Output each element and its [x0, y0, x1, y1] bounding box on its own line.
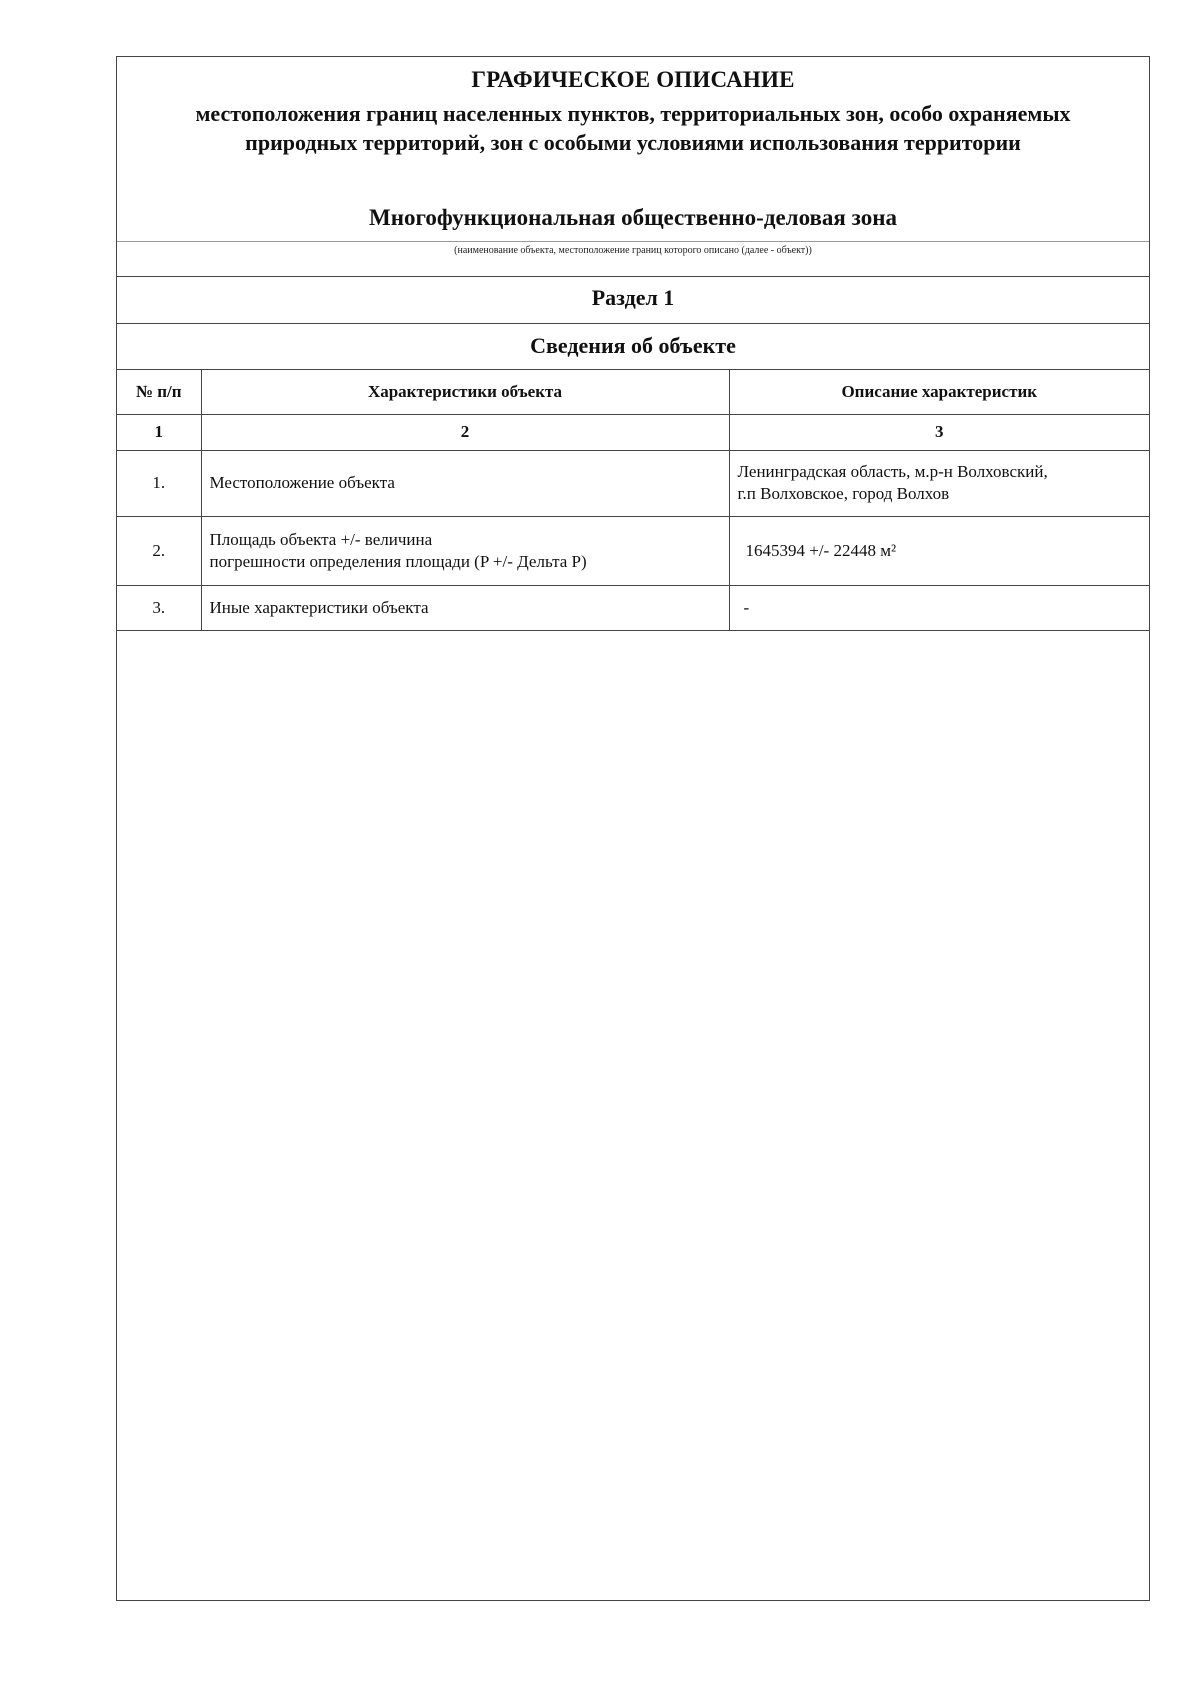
row-characteristic: Местоположение объекта [201, 450, 729, 516]
row-characteristic [201, 516, 729, 585]
row-description [729, 450, 1149, 516]
row-description: - [729, 585, 1149, 630]
row-description: 1645394 +/- 22448 м² [729, 516, 1149, 585]
zone-caption: (наименование объекта, местоположение границ которого описано (далее - объект)) [454, 245, 812, 256]
divider-line [117, 323, 1149, 324]
column-header-number: № п/п [117, 370, 201, 414]
table-row [117, 516, 1149, 585]
document-title: ГРАФИЧЕСКОЕ ОПИСАНИЕ [471, 67, 795, 92]
table-header-row [117, 370, 1149, 414]
row-number: 2. [117, 516, 201, 585]
zone-underline [117, 241, 1149, 242]
row-description-line: Ленинградская область, м.р-н Волховский, [737, 462, 1048, 481]
row-characteristic-line: Площадь объекта +/- величина [209, 529, 433, 549]
column-header-description: Описание характеристик [729, 370, 1149, 414]
row-number: 3. [117, 585, 201, 630]
section-label: Раздел 1 [591, 285, 675, 310]
column-number: 2 [201, 414, 729, 450]
object-info-table [117, 370, 1149, 631]
column-number: 1 [117, 414, 201, 450]
table-column-number-row [117, 414, 1149, 450]
row-number: 1. [117, 450, 201, 516]
row-characteristic: Иные характеристики объекта [201, 585, 729, 630]
table-row [117, 585, 1149, 630]
row-description-line: г.п Волховское, город Волхов [737, 484, 950, 503]
section-heading: Сведения об объекте [530, 333, 736, 358]
divider-line [117, 276, 1149, 277]
zone-name: Многофункциональная общественно-деловая зона [368, 205, 897, 230]
column-number: 3 [729, 414, 1149, 450]
document-header [117, 57, 1149, 256]
document-subtitle: местоположения границ населенных пунктов, территориальных зон, особо охраняемых природных территорий, зон с особыми условиями использования территории [195, 101, 1071, 155]
column-header-characteristic: Характеристики объекта [201, 370, 729, 414]
row-characteristic-line: погрешности определения площади (P +/- Дельта P) [209, 551, 587, 571]
document-frame [116, 56, 1150, 1601]
table-row [117, 450, 1149, 516]
